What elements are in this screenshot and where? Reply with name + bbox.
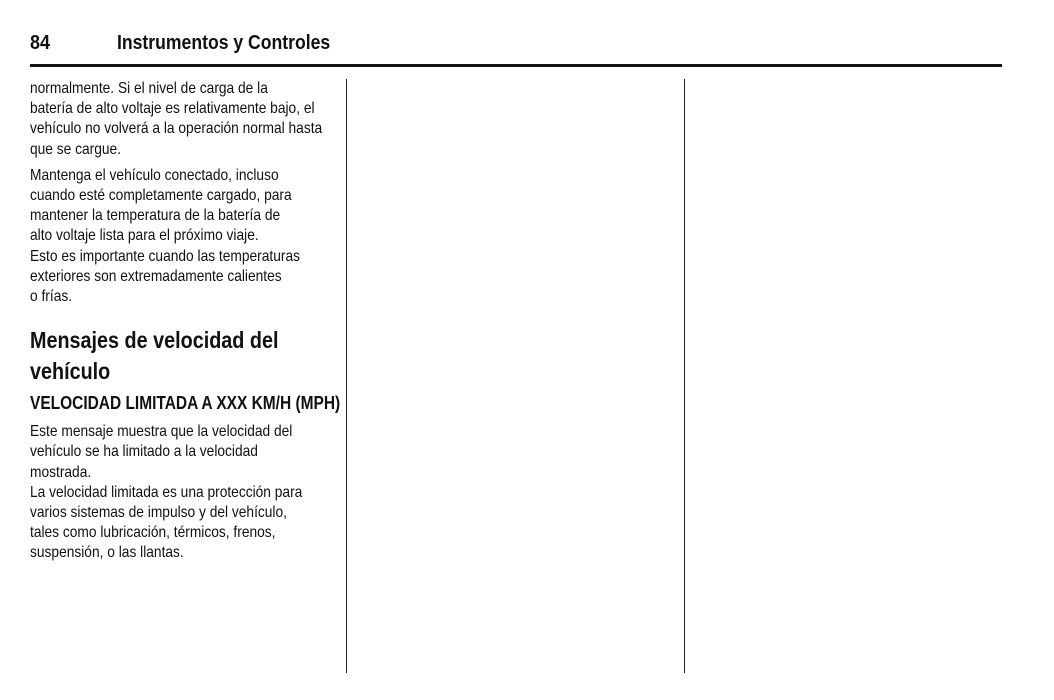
subsection-title: VELOCIDAD LIMITADA A XXX KM/H (MPH) (30, 393, 341, 414)
page-header (30, 30, 1002, 67)
page-number: 84 (30, 32, 51, 54)
body-paragraph-1: normalmente. Si el nivel de carga de la batería de alto voltaje es relativamente bajo, el vehículo no volverá a la operación normal hasta que se cargue. (30, 80, 323, 158)
body-paragraph-2: Mantenga el vehículo conectado, incluso cuando esté completamente cargado, para mantener la temperatura de la batería de alto voltaje lista para el próximo viaje. Esto es importante cuando las temperaturas exteriores son extremadamente calientes o frías. (30, 166, 300, 306)
chapter-title: Instrumentos y Controles (117, 32, 331, 54)
section-title: Mensajes de velocidad del vehículo (30, 327, 279, 385)
body-paragraph-3: Este mensaje muestra que la velocidad del vehículo se ha limitado a la velocidad mostrada. La velocidad limitada es una protección para varios sistemas de impulso y del vehículo, tales como lubricación, térmicos, frenos, suspensión, o las llantas. (30, 423, 303, 562)
column-divider-right (684, 79, 685, 673)
text-column-left (30, 79, 370, 564)
